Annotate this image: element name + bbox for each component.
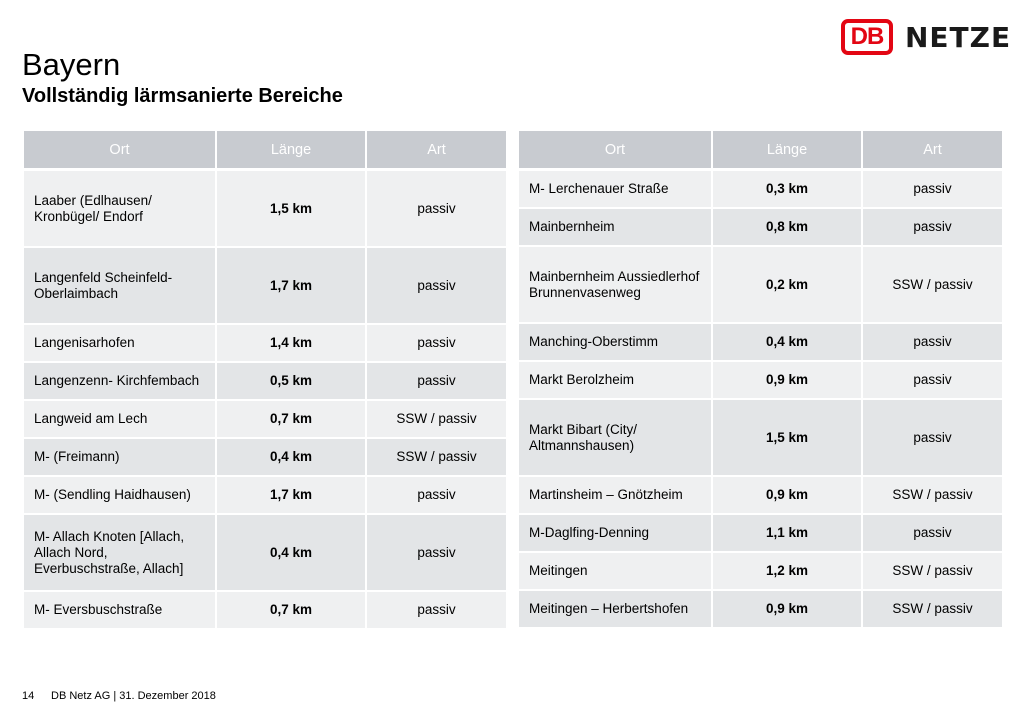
column-header-ort: Ort [519, 131, 713, 171]
cell-ort: Martinsheim – Gnötzheim [519, 477, 713, 515]
cell-laenge: 1,5 km [217, 171, 367, 248]
table-header-row [24, 131, 508, 171]
column-header-art: Art [367, 131, 508, 171]
table-row [24, 515, 508, 592]
db-logo-box: DB [841, 19, 893, 55]
table-row [24, 592, 508, 630]
cell-laenge: 0,7 km [217, 592, 367, 630]
page-title: Bayern [22, 47, 121, 82]
table-row [24, 477, 508, 515]
cell-ort: M- (Sendling Haidhausen) [24, 477, 217, 515]
cell-laenge: 0,9 km [713, 591, 863, 629]
cell-laenge: 0,7 km [217, 401, 367, 439]
cell-art: SSW / passiv [367, 401, 508, 439]
cell-laenge: 1,4 km [217, 325, 367, 363]
cell-laenge: 0,9 km [713, 477, 863, 515]
cell-ort: Langenisarhofen [24, 325, 217, 363]
cell-art: passiv [863, 515, 1004, 553]
cell-art: passiv [863, 171, 1004, 209]
cell-ort: Langweid am Lech [24, 401, 217, 439]
cell-laenge: 1,5 km [713, 400, 863, 477]
cell-art: passiv [367, 363, 508, 401]
table-row [24, 439, 508, 477]
cell-art: passiv [367, 592, 508, 630]
table-row [24, 248, 508, 325]
cell-ort: M- Eversbuschstraße [24, 592, 217, 630]
footer-text: DB Netz AG | 31. Dezember 2018 [51, 690, 216, 702]
cell-ort: Meitingen – Herbertshofen [519, 591, 713, 629]
column-header-laenge: Länge [713, 131, 863, 171]
table-row [519, 515, 1004, 553]
cell-art: SSW / passiv [863, 591, 1004, 629]
cell-laenge: 0,3 km [713, 171, 863, 209]
column-header-ort: Ort [24, 131, 217, 171]
cell-laenge: 0,2 km [713, 247, 863, 324]
table-row [519, 477, 1004, 515]
table-row [24, 325, 508, 363]
page-subtitle: Vollständig lärmsanierte Bereiche [22, 85, 343, 107]
db-netze-logo [841, 19, 1011, 55]
cell-art: SSW / passiv [863, 247, 1004, 324]
cell-art: passiv [367, 515, 508, 592]
cell-laenge: 0,9 km [713, 362, 863, 400]
right-table [519, 131, 1004, 629]
column-header-laenge: Länge [217, 131, 367, 171]
netze-wordmark: NETZE [905, 20, 1012, 54]
cell-laenge: 0,4 km [217, 439, 367, 477]
table-row [24, 363, 508, 401]
cell-laenge: 0,4 km [713, 324, 863, 362]
cell-ort: M- Allach Knoten [Allach, Allach Nord, Everbuschstraße, Allach] [24, 515, 217, 592]
cell-art: passiv [367, 477, 508, 515]
cell-laenge: 1,2 km [713, 553, 863, 591]
table-row [519, 209, 1004, 247]
table-row [519, 247, 1004, 324]
cell-ort: Langenzenn- Kirchfembach [24, 363, 217, 401]
table-row [519, 400, 1004, 477]
table-row [519, 362, 1004, 400]
cell-laenge: 0,8 km [713, 209, 863, 247]
cell-laenge: 0,4 km [217, 515, 367, 592]
cell-ort: Meitingen [519, 553, 713, 591]
cell-ort: Manching-Oberstimm [519, 324, 713, 362]
cell-art: SSW / passiv [863, 477, 1004, 515]
table-row [24, 171, 508, 248]
cell-art: SSW / passiv [863, 553, 1004, 591]
cell-ort: M- Lerchenauer Straße [519, 171, 713, 209]
page-number: 14 [22, 690, 35, 702]
cell-ort: Langenfeld Scheinfeld-Oberlaimbach [24, 248, 217, 325]
cell-ort: M- (Freimann) [24, 439, 217, 477]
cell-art: passiv [863, 209, 1004, 247]
table-row [519, 324, 1004, 362]
cell-ort: Mainbernheim [519, 209, 713, 247]
cell-art: passiv [863, 324, 1004, 362]
cell-laenge: 0,5 km [217, 363, 367, 401]
cell-art: passiv [863, 362, 1004, 400]
cell-ort: M-Daglfing-Denning [519, 515, 713, 553]
cell-art: passiv [367, 325, 508, 363]
cell-laenge: 1,7 km [217, 248, 367, 325]
column-header-art: Art [863, 131, 1004, 171]
table-row [519, 553, 1004, 591]
cell-ort: Markt Bibart (City/ Altmannshausen) [519, 400, 713, 477]
cell-ort: Mainbernheim Aussiedlerhof Brunnenvasenweg [519, 247, 713, 324]
cell-laenge: 1,1 km [713, 515, 863, 553]
table-row [519, 171, 1004, 209]
cell-ort: Markt Berolzheim [519, 362, 713, 400]
table-row [24, 401, 508, 439]
cell-laenge: 1,7 km [217, 477, 367, 515]
cell-art: SSW / passiv [367, 439, 508, 477]
cell-art: passiv [367, 248, 508, 325]
left-table [24, 131, 508, 630]
cell-ort: Laaber (Edlhausen/ Kronbügel/ Endorf [24, 171, 217, 248]
table-row [519, 591, 1004, 629]
table-header-row [519, 131, 1004, 171]
cell-art: passiv [367, 171, 508, 248]
cell-art: passiv [863, 400, 1004, 477]
